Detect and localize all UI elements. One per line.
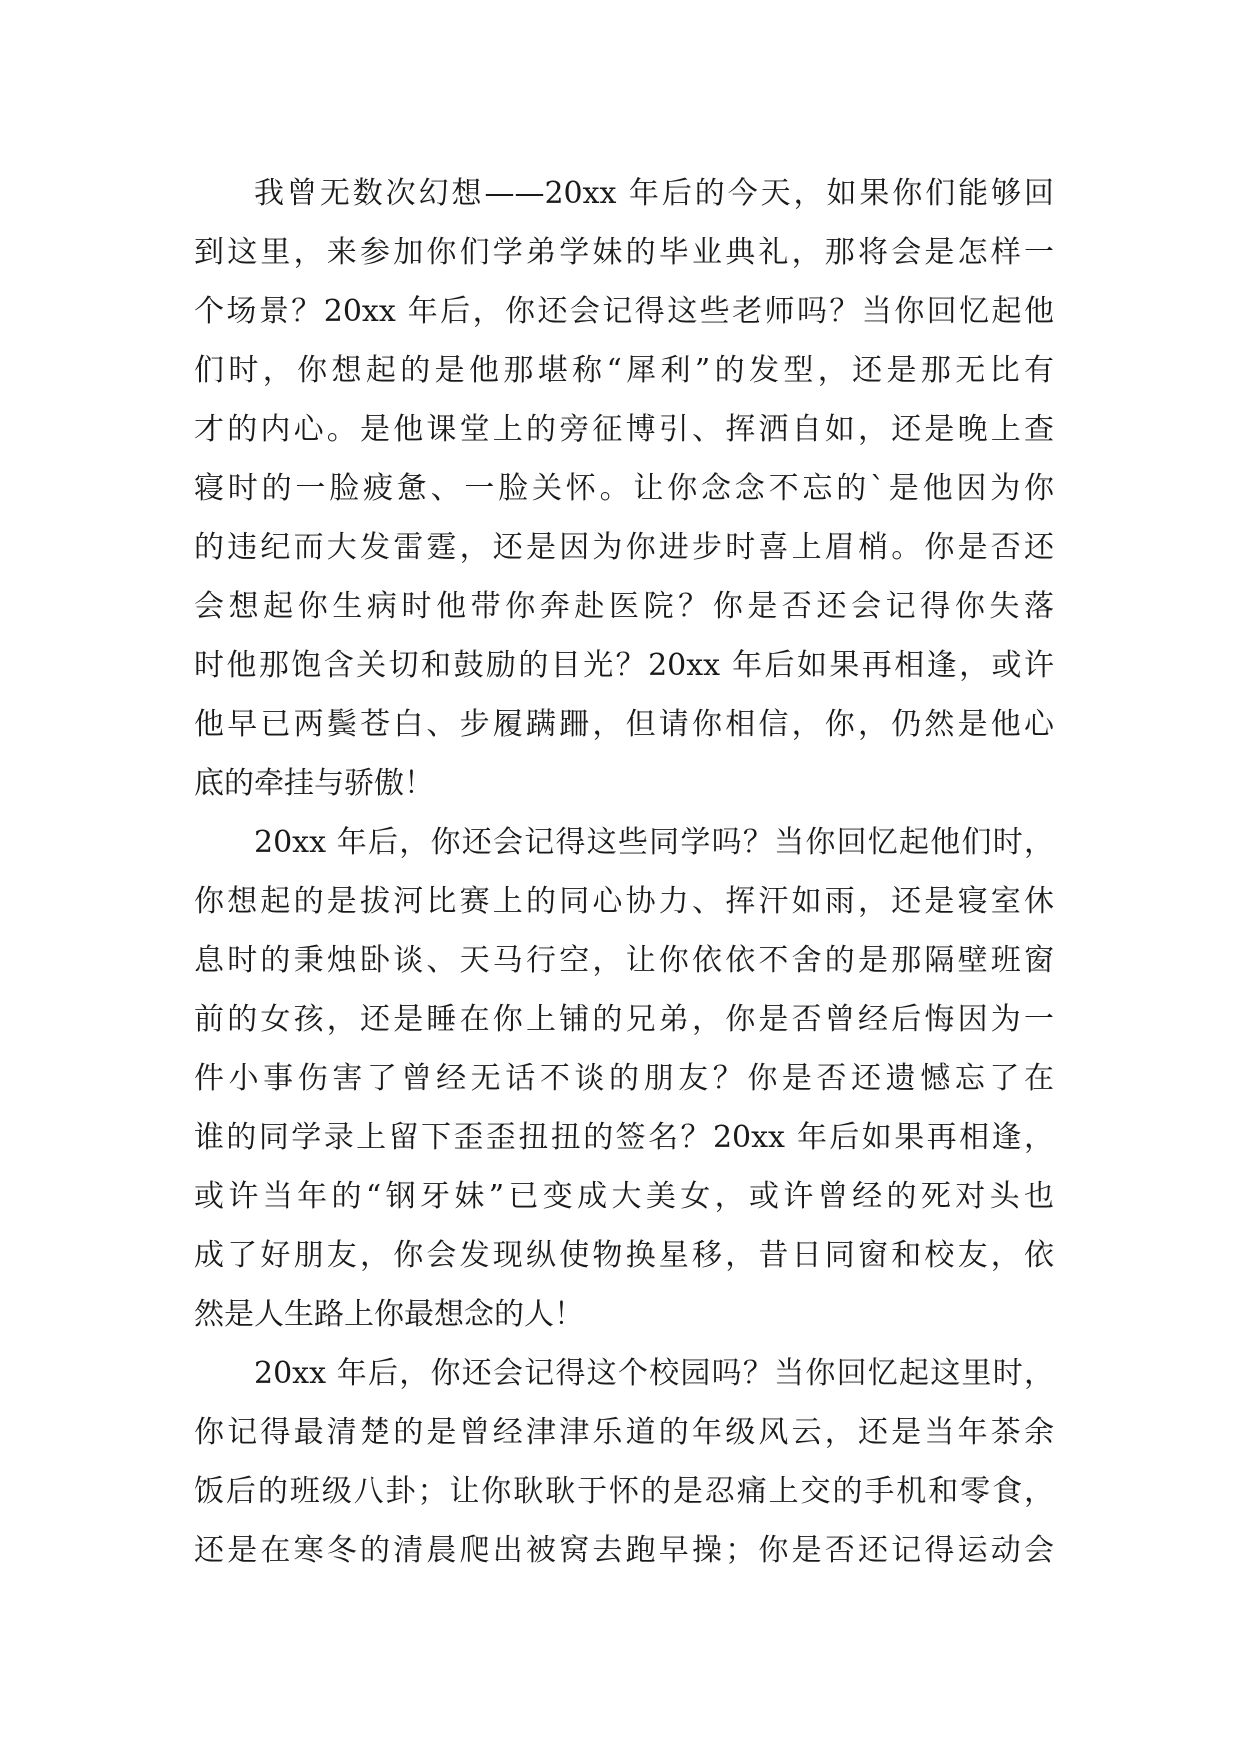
text-line: 我曾无数次幻想——20xx 年后的今天，如果你们能够回 — [254, 176, 1054, 211]
text-line: 20xx 年后，你还会记得这个校园吗？当你回忆起这里时， — [254, 1356, 1054, 1391]
text-line: 件小事伤害了曾经无话不谈的朋友？你是否还遗憾忘了在 — [194, 1061, 1054, 1096]
text-line: 或许当年的“钢牙妹”已变成大美女，或许曾经的死对头也 — [194, 1179, 1054, 1214]
text-line: 的违纪而大发雷霆，还是因为你进步时喜上眉梢。你是否还 — [194, 530, 1054, 565]
text-line: 才的内心。是他课堂上的旁征博引、挥洒自如，还是晚上查 — [194, 412, 1054, 447]
paragraph-teachers — [194, 164, 1054, 813]
text-line: 个场景？20xx 年后，你还会记得这些老师吗？当你回忆起他 — [194, 294, 1054, 329]
text-line: 然是人生路上你最想念的人！ — [194, 1297, 584, 1332]
text-line: 时他那饱含关切和鼓励的目光？20xx 年后如果再相逢，或许 — [194, 648, 1054, 683]
document-body — [194, 164, 1054, 1580]
text-line: 他早已两鬓苍白、步履蹒跚，但请你相信，你，仍然是他心 — [194, 707, 1054, 742]
text-line: 息时的秉烛卧谈、天马行空，让你依依不舍的是那隔壁班窗 — [194, 943, 1054, 978]
text-line: 会想起你生病时他带你奔赴医院？你是否还会记得你失落 — [194, 589, 1054, 624]
paragraph-campus — [194, 1344, 1054, 1580]
text-line: 谁的同学录上留下歪歪扭扭的签名？20xx 年后如果再相逢， — [194, 1120, 1054, 1155]
text-line: 底的牵挂与骄傲！ — [194, 766, 434, 801]
text-line: 饭后的班级八卦；让你耿耿于怀的是忍痛上交的手机和零食， — [194, 1474, 1054, 1509]
text-line: 20xx 年后，你还会记得这些同学吗？当你回忆起他们时， — [254, 825, 1054, 860]
text-line: 成了好朋友，你会发现纵使物换星移，昔日同窗和校友，依 — [194, 1238, 1054, 1273]
text-line: 还是在寒冬的清晨爬出被窝去跑早操；你是否还记得运动会 — [194, 1533, 1054, 1568]
text-line: 你想起的是拔河比赛上的同心协力、挥汗如雨，还是寝室休 — [194, 884, 1054, 919]
paragraph-classmates — [194, 813, 1054, 1344]
text-line: 们时，你想起的是他那堪称“犀利”的发型，还是那无比有 — [194, 353, 1054, 388]
text-line: 寝时的一脸疲惫、一脸关怀。让你念念不忘的`是他因为你 — [194, 471, 1054, 506]
text-line: 你记得最清楚的是曾经津津乐道的年级风云，还是当年茶余 — [194, 1415, 1054, 1450]
text-line: 前的女孩，还是睡在你上铺的兄弟，你是否曾经后悔因为一 — [194, 1002, 1054, 1037]
text-line: 到这里，来参加你们学弟学妹的毕业典礼，那将会是怎样一 — [194, 235, 1054, 270]
